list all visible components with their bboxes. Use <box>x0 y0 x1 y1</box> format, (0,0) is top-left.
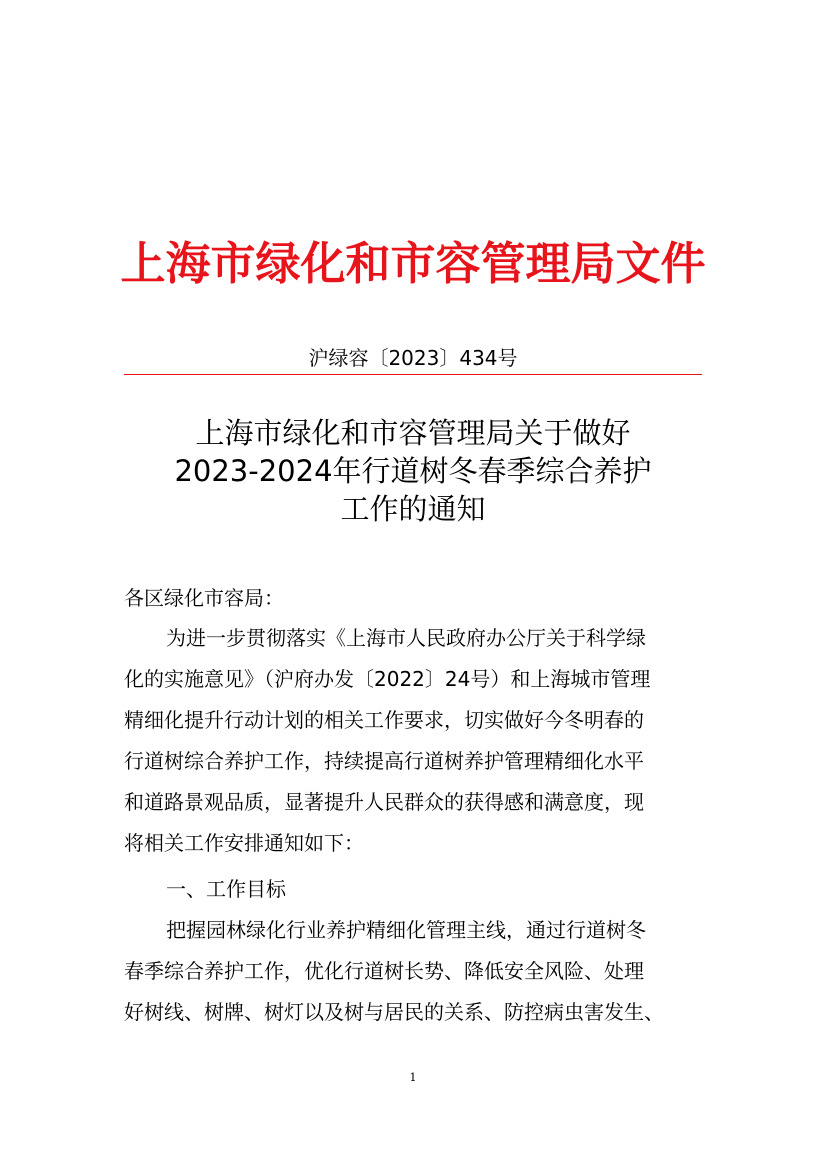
org-header-title: 上海市绿化和市容管理局文件 <box>120 237 706 290</box>
salutation: 各区绿化市容局： <box>124 586 284 610</box>
body-line-6: 将相关工作安排通知如下： <box>124 831 364 855</box>
notice-title-line-1: 上海市绿化和市容管理局关于做好 <box>195 416 631 450</box>
notice-title-line-2: 2023-2024年行道树冬春季综合养护 <box>174 454 652 488</box>
notice-title <box>0 414 826 528</box>
body-line-4: 行道树综合养护工作，持续提高行道树养护管理精细化水平 <box>124 749 644 773</box>
section-heading-1: 一、工作目标 <box>166 877 286 901</box>
body-line-8: 春季综合养护工作，优化行道树长势、降低安全风险、处理 <box>124 959 644 983</box>
body-line-9: 好树线、树牌、树灯以及树与居民的关系、防控病虫害发生、 <box>124 1000 664 1024</box>
page-number: 1 <box>409 1071 417 1084</box>
body-line-5: 和道路景观品质，显著提升人民群众的获得感和满意度，现 <box>124 790 644 814</box>
body-line-2: 化的实施意见》（沪府办发〔2022〕24号）和上海城市管理 <box>124 667 651 691</box>
body-line-7: 把握园林绿化行业养护精细化管理主线，通过行道树冬 <box>166 918 646 942</box>
header-divider-line <box>124 374 702 375</box>
body-line-1: 为进一步贯彻落实《上海市人民政府办公厅关于科学绿 <box>166 626 646 650</box>
document-number: 沪绿容〔2023〕434号 <box>308 346 518 370</box>
notice-title-line-3: 工作的通知 <box>340 492 486 526</box>
body-line-3: 精细化提升行动计划的相关工作要求，切实做好今冬明春的 <box>124 708 644 732</box>
